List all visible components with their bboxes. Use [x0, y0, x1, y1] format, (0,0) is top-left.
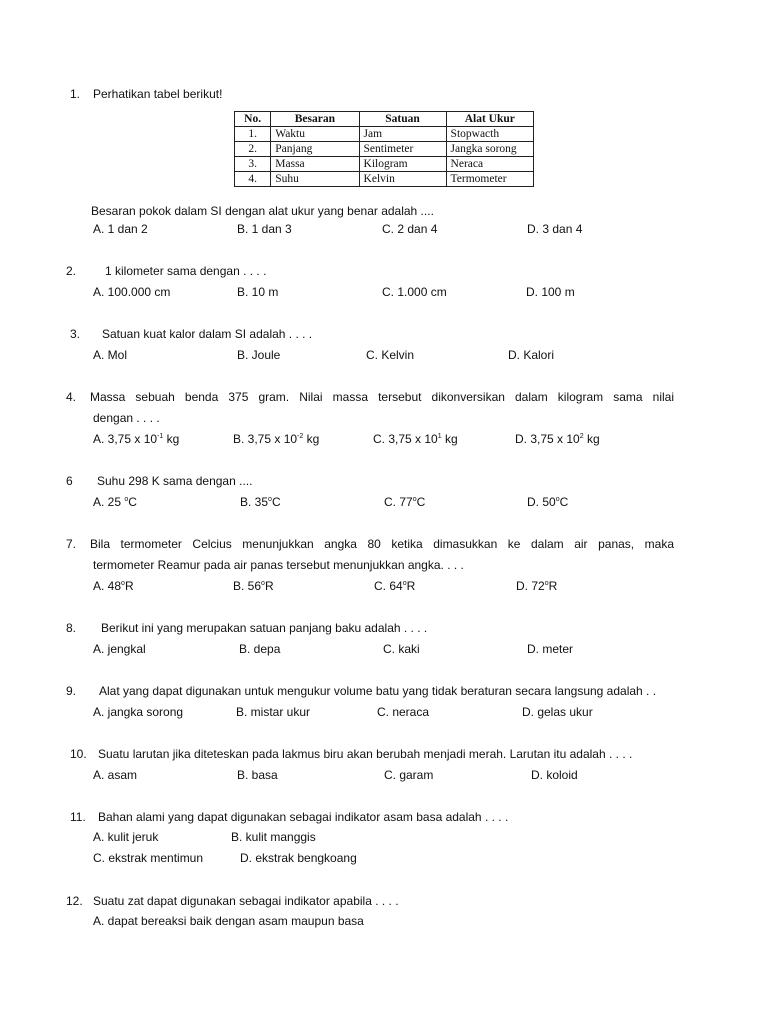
- option-exponent: -1: [157, 433, 164, 440]
- option-c[interactable]: C. ekstrak mentimun: [93, 851, 204, 865]
- question-number: 12.: [66, 894, 83, 908]
- option-b[interactable]: B. kulit manggis: [231, 830, 316, 844]
- option-d[interactable]: D. koloid: [531, 768, 578, 782]
- table-cell: Kilogram: [359, 157, 446, 172]
- option-base: D. 50: [527, 495, 556, 509]
- question-number: 1.: [70, 87, 81, 101]
- table-cell: Termometer: [446, 172, 533, 187]
- option-c[interactable]: C. 2 dan 4: [382, 222, 438, 236]
- option-unit: C: [559, 495, 569, 509]
- option-c[interactable]: [373, 433, 458, 445]
- option-a[interactable]: A. 100.000 cm: [93, 285, 171, 299]
- option-base: A. 3,75 x 10: [93, 432, 158, 446]
- question-text-line-2: dengan . . . .: [93, 411, 160, 425]
- degree-sign: o: [402, 580, 407, 587]
- option-d[interactable]: D. Kalori: [508, 348, 555, 362]
- table-row: [235, 172, 534, 187]
- option-c[interactable]: C. 1.000 cm: [382, 285, 447, 299]
- option-unit: C: [271, 495, 281, 509]
- table-cell: Jam: [359, 127, 446, 142]
- question-text-line-2: termometer Reamur pada air panas tersebut menunjukkan angka. . . .: [93, 558, 464, 572]
- table-row: [235, 157, 534, 172]
- option-unit: R: [124, 579, 134, 593]
- question-number: 4.: [66, 390, 77, 404]
- measurement-table: [234, 111, 534, 187]
- option-exponent: -2: [297, 433, 304, 440]
- option-a[interactable]: A. Mol: [93, 348, 128, 362]
- option-base: B. 56: [233, 579, 262, 593]
- option-b[interactable]: B. depa: [239, 642, 281, 656]
- option-base: A. 25: [93, 495, 125, 509]
- option-a[interactable]: A. asam: [93, 768, 138, 782]
- question-text-line-1: Bila termometer Celcius menunjukkan angka 80 ketika dimasukkan ke dalam air panas, maka: [90, 538, 674, 551]
- option-base: C. 3,75 x 10: [373, 432, 438, 446]
- table-cell: 1.: [235, 127, 271, 142]
- degree-sign: o: [124, 496, 129, 503]
- question-number: 6: [66, 474, 73, 488]
- option-d[interactable]: [516, 580, 557, 592]
- option-c[interactable]: C. kaki: [383, 642, 420, 656]
- table-cell: Kelvin: [359, 172, 446, 187]
- option-c[interactable]: C. neraca: [377, 705, 430, 719]
- option-d[interactable]: D. 100 m: [526, 285, 575, 299]
- question-prompt: Besaran pokok dalam SI dengan alat ukur yang benar adalah ....: [91, 204, 434, 218]
- table-cell: Stopwacth: [446, 127, 533, 142]
- question-text: Berikut ini yang merupakan satuan panjang baku adalah . . . .: [101, 621, 428, 635]
- table-cell: 2.: [235, 142, 271, 157]
- table-header-row: [235, 112, 534, 127]
- table-cell: Waktu: [271, 127, 359, 142]
- question-text: Suhu 298 K sama dengan ....: [97, 474, 253, 488]
- degree-sign: o: [544, 580, 549, 587]
- option-a[interactable]: A. kulit jeruk: [93, 830, 159, 844]
- question-text: Bahan alami yang dapat digunakan sebagai indikator asam basa adalah . . . .: [98, 810, 509, 824]
- option-b[interactable]: [233, 433, 319, 445]
- question-number: 9.: [66, 684, 77, 698]
- option-b[interactable]: B. 1 dan 3: [237, 222, 292, 236]
- option-a[interactable]: A. jengkal: [93, 642, 146, 656]
- option-b[interactable]: B. basa: [237, 768, 278, 782]
- option-d[interactable]: D. gelas ukur: [522, 705, 593, 719]
- option-base: D. 3,75 x 10: [515, 432, 580, 446]
- table-cell: Neraca: [446, 157, 533, 172]
- option-b[interactable]: B. Joule: [237, 348, 281, 362]
- degree-sign: o: [412, 496, 417, 503]
- option-a[interactable]: A. jangka sorong: [93, 705, 184, 719]
- option-c[interactable]: [374, 580, 415, 592]
- question-text: Satuan kuat kalor dalam SI adalah . . . .: [102, 327, 313, 341]
- option-b[interactable]: [240, 496, 281, 508]
- table-cell: Jangka sorong: [446, 142, 533, 157]
- degree-sign: o: [555, 496, 560, 503]
- question-text: Perhatikan tabel berikut!: [93, 87, 223, 101]
- question-text: Suatu larutan jika diteteskan pada lakmus biru akan berubah menjadi merah. Larutan itu adalah . . . .: [98, 747, 633, 761]
- question-text: Suatu zat dapat digunakan sebagai indikator apabila . . . .: [93, 894, 399, 908]
- question-number: 10.: [70, 747, 87, 761]
- option-a[interactable]: [93, 433, 179, 445]
- degree-sign: o: [261, 580, 265, 587]
- option-a[interactable]: A. dapat bereaksi baik dengan asam maupun basa: [93, 914, 364, 928]
- option-d[interactable]: D. ekstrak bengkoang: [240, 851, 357, 865]
- option-base: A. 48: [93, 579, 122, 593]
- option-unit: C: [128, 495, 137, 509]
- question-number: 8.: [66, 621, 77, 635]
- option-unit: R: [548, 579, 558, 593]
- header-besaran: Besaran: [271, 112, 359, 127]
- option-unit: R: [264, 579, 274, 593]
- degree-sign: o: [268, 496, 272, 503]
- option-unit: kg: [163, 432, 180, 446]
- question-number: 11.: [70, 810, 86, 824]
- table-cell: Sentimeter: [359, 142, 446, 157]
- option-a[interactable]: [93, 580, 134, 592]
- option-base: C. 64: [374, 579, 403, 593]
- option-d[interactable]: D. meter: [527, 642, 574, 656]
- option-unit: kg: [441, 432, 458, 446]
- question-number: 3.: [70, 327, 81, 341]
- header-alat-ukur: Alat Ukur: [446, 112, 533, 127]
- table-cell: Massa: [271, 157, 359, 172]
- table-row: [235, 127, 534, 142]
- question-text: 1 kilometer sama dengan . . . .: [105, 264, 267, 278]
- option-a[interactable]: [93, 496, 137, 508]
- option-base: B. 35: [240, 495, 269, 509]
- table-cell: Panjang: [271, 142, 359, 157]
- option-base: D. 72: [516, 579, 545, 593]
- option-b[interactable]: B. 10 m: [237, 285, 279, 299]
- question-text: Alat yang dapat digunakan untuk mengukur volume batu yang tidak beraturan secara langsung adalah . .: [99, 684, 657, 698]
- option-c[interactable]: C. garam: [384, 768, 434, 782]
- option-d[interactable]: D. 3 dan 4: [527, 222, 583, 236]
- option-base: B. 3,75 x 10: [233, 432, 298, 446]
- option-c[interactable]: C. Kelvin: [366, 348, 415, 362]
- question-number: 7.: [66, 537, 77, 551]
- option-c[interactable]: [384, 496, 425, 508]
- option-unit: kg: [303, 432, 320, 446]
- table-cell: 3.: [235, 157, 271, 172]
- option-unit: C: [416, 495, 426, 509]
- option-unit: kg: [583, 432, 600, 446]
- option-d[interactable]: [515, 433, 600, 445]
- question-number: 2.: [66, 264, 77, 278]
- option-base: C. 77: [384, 495, 413, 509]
- table-cell: 4.: [235, 172, 271, 187]
- option-unit: R: [406, 579, 416, 593]
- option-b[interactable]: [233, 580, 274, 592]
- option-exponent: 2: [579, 433, 584, 440]
- option-exponent: 1: [437, 433, 442, 440]
- header-no: No.: [235, 112, 271, 127]
- table-row: [235, 142, 534, 157]
- header-satuan: Satuan: [359, 112, 446, 127]
- question-text-line-1: Massa sebuah benda 375 gram. Nilai massa tersebut dikonversikan dalam kilogram sama nilai: [90, 391, 674, 404]
- option-d[interactable]: [527, 496, 568, 508]
- option-a[interactable]: A. 1 dan 2: [93, 222, 148, 236]
- option-b[interactable]: B. mistar ukur: [236, 705, 311, 719]
- degree-sign: o: [121, 580, 125, 587]
- table-cell: Suhu: [271, 172, 359, 187]
